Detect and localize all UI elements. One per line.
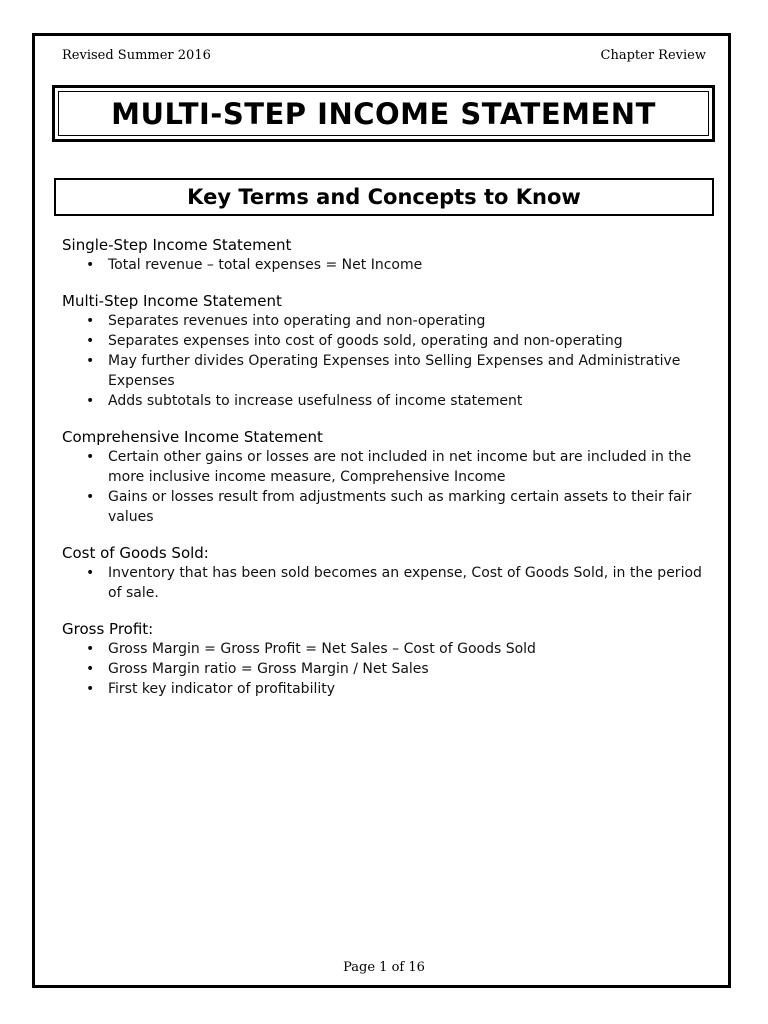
bullet-text: Separates expenses into cost of goods sold, operating and non-operating <box>108 333 623 349</box>
bullet-icon: • <box>86 393 95 409</box>
bullet-text: Inventory that has been sold becomes an expense, Cost of Goods Sold, in the period of sale. <box>108 565 702 601</box>
bullet-text: Total revenue – total expenses = Net Income <box>108 257 423 273</box>
bullet-icon: • <box>86 681 95 697</box>
bullet-item <box>62 487 712 527</box>
section-heading: Comprehensive Income Statement <box>62 428 323 446</box>
bullet-text: Gross Margin = Gross Profit = Net Sales – Cost of Goods Sold <box>108 641 536 657</box>
bullet-text: Adds subtotals to increase usefulness of income statement <box>108 393 523 409</box>
page-number: Page 1 of 16 <box>343 960 425 975</box>
bullet-list <box>62 447 712 527</box>
bullet-list <box>62 639 712 699</box>
bullet-item <box>62 679 712 699</box>
bullet-icon: • <box>86 565 95 581</box>
section-gross-profit <box>62 619 712 699</box>
bullet-icon: • <box>86 353 95 369</box>
bullet-text: Gains or losses result from adjustments such as marking certain assets to their fair values <box>108 489 692 525</box>
bullet-text: Separates revenues into operating and non-operating <box>108 313 486 329</box>
bullet-icon: • <box>86 641 95 657</box>
bullet-item <box>62 447 712 487</box>
bullet-icon: • <box>86 449 95 465</box>
bullet-icon: • <box>86 313 95 329</box>
bullet-list <box>62 255 712 275</box>
section-heading: Gross Profit: <box>62 620 154 638</box>
page-title: MULTI-STEP INCOME STATEMENT <box>58 91 709 136</box>
section-heading: Single-Step Income Statement <box>62 236 292 254</box>
bullet-item <box>62 391 712 411</box>
bullet-item <box>62 331 712 351</box>
bullet-list <box>62 563 712 603</box>
bullet-text: Gross Margin ratio = Gross Margin / Net Sales <box>108 661 429 677</box>
section-heading: Multi-Step Income Statement <box>62 292 282 310</box>
section-multi-step <box>62 291 712 411</box>
bullet-icon: • <box>86 257 95 273</box>
bullet-text: May further divides Operating Expenses into Selling Expenses and Administrative Expenses <box>108 353 681 389</box>
bullet-item <box>62 563 712 603</box>
section-single-step <box>62 235 712 275</box>
bullet-text: First key indicator of profitability <box>108 681 336 697</box>
bullet-text: Certain other gains or losses are not included in net income but are included in the more inclusive income measure, Comprehensive Income <box>108 449 692 485</box>
bullet-list <box>62 311 712 411</box>
header-revision-date: Revised Summer 2016 <box>62 48 211 63</box>
content <box>62 235 712 715</box>
bullet-icon: • <box>86 489 95 505</box>
section-banner: Key Terms and Concepts to Know <box>54 178 714 216</box>
bullet-item <box>62 659 712 679</box>
bullet-item <box>62 351 712 391</box>
section-cogs <box>62 543 712 603</box>
section-comprehensive <box>62 427 712 527</box>
bullet-item <box>62 639 712 659</box>
section-heading: Cost of Goods Sold: <box>62 544 209 562</box>
bullet-icon: • <box>86 333 95 349</box>
bullet-item <box>62 311 712 331</box>
header-chapter-label: Chapter Review <box>600 48 706 63</box>
title-box <box>52 85 715 142</box>
bullet-item <box>62 255 712 275</box>
bullet-icon: • <box>86 661 95 677</box>
